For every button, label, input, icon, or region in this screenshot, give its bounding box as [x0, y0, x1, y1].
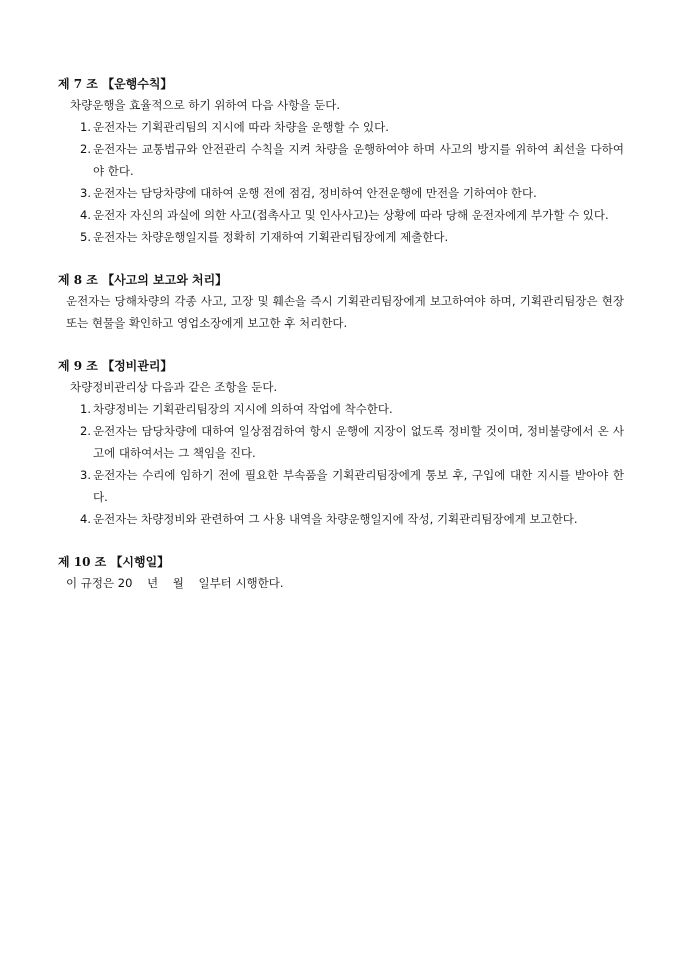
article-8 [58, 270, 624, 334]
clause-text: 운전자는 차량정비와 관련하여 그 사용 내역을 차량운행일지에 작성, 기획관리팀장에게 보고한다. [93, 512, 578, 526]
article-heading: 제 9 조 【정비관리】 [58, 359, 173, 373]
article-heading: 제 8 조 【사고의 보고와 처리】 [58, 273, 228, 287]
article-9 [58, 356, 624, 530]
clause-number: 2. [80, 424, 91, 438]
clause-item [58, 182, 624, 204]
clause-text: 운전자는 담당차량에 대하여 일상점검하여 항시 운행에 지장이 없도록 정비할 것이며, 정비불량에서 온 사고에 대하여서는 그 책임을 진다. [93, 424, 624, 460]
clause-text: 운전자는 담당차량에 대하여 운행 전에 점검, 정비하여 안전운행에 만전을 기하여야 한다. [93, 186, 537, 200]
article-intro: 차량정비관리상 다음과 같은 조항을 둔다. [70, 380, 278, 394]
clause-text: 운전자는 수리에 임하기 전에 필요한 부속품을 기획관리팀장에게 통보 후, 구입에 대한 지시를 받아야 한다. [93, 468, 624, 504]
clause-number: 1. [80, 402, 91, 416]
clause-number: 4. [80, 512, 91, 526]
clause-list [58, 116, 624, 248]
clause-number: 4. [80, 208, 91, 222]
article-7 [58, 74, 624, 248]
clause-text: 운전자는 차량운행일지를 정확히 기재하여 기획관리팀장에게 제출한다. [93, 230, 449, 244]
clause-number: 2. [80, 142, 91, 156]
clause-item [58, 464, 624, 508]
clause-list [58, 398, 624, 530]
clause-text: 차량정비는 기획관리팀장의 지시에 의하여 작업에 착수한다. [93, 402, 393, 416]
clause-number: 3. [80, 468, 91, 482]
clause-item [58, 398, 624, 420]
article-intro: 차량운행을 효율적으로 하기 위하여 다음 사항을 둔다. [70, 98, 340, 112]
clause-item [58, 204, 624, 226]
clause-item [58, 116, 624, 138]
article-body: 이 규정은 20 년 월 일부터 시행한다. [66, 576, 284, 590]
clause-item [58, 508, 624, 530]
clause-item [58, 420, 624, 464]
article-10 [58, 552, 624, 594]
clause-number: 5. [80, 230, 91, 244]
clause-item [58, 138, 624, 182]
clause-number: 1. [80, 120, 91, 134]
clause-text: 운전자는 교통법규와 안전관리 수칙을 지켜 차량을 운행하여야 하며 사고의 방지를 위하여 최선을 다하여야 한다. [93, 142, 624, 178]
regulation-document [58, 74, 624, 616]
clause-number: 3. [80, 186, 91, 200]
article-heading: 제 10 조 【시행일】 [58, 555, 170, 569]
clause-text: 운전자 자신의 과실에 의한 사고(접촉사고 및 인사사고)는 상황에 따라 당해 운전자에게 부가할 수 있다. [93, 208, 609, 222]
clause-text: 운전자는 기획관리팀의 지시에 따라 차량을 운행할 수 있다. [93, 120, 389, 134]
article-body: 운전자는 당해차량의 각종 사고, 고장 및 훼손을 즉시 기획관리팀장에게 보고하여야 하며, 기획관리팀장은 현장 또는 현물을 확인하고 영업소장에게 보고한 후 처리한다. [66, 294, 624, 330]
article-heading: 제 7 조 【운행수칙】 [58, 77, 173, 91]
clause-item [58, 226, 624, 248]
